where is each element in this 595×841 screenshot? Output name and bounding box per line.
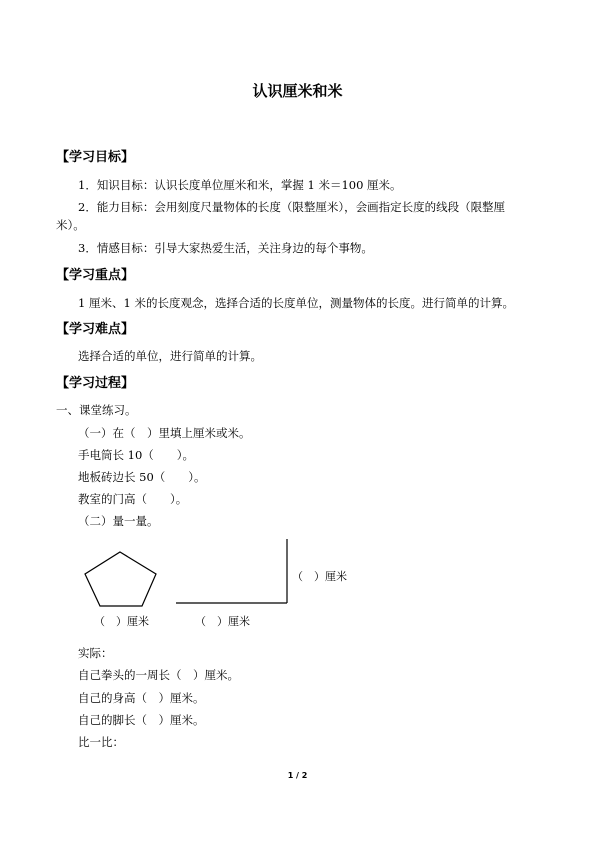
- process-part-1: 一、课堂练习。: [56, 403, 137, 417]
- page-title: 认识厘米和米: [252, 82, 343, 100]
- actual-heading: 实际：: [78, 646, 113, 660]
- goal-item-1: 1．知识目标：认识长度单位厘米和米，掌握 1 米＝100 厘米。: [78, 178, 402, 192]
- goal-item-2-line2: 米）。: [56, 218, 85, 232]
- process-sub-1: （一）在（ ）里填上厘米或米。: [78, 426, 251, 440]
- difficulties-text: 选择合适的单位，进行简单的计算。: [78, 349, 262, 363]
- goal-item-3: 3．情感目标：引导大家热爱生活，关注身边的每个事物。: [78, 241, 373, 255]
- fill-item-1: 手电筒长 10（ ）。: [78, 448, 195, 462]
- fill-item-3: 教室的门高（ ）。: [78, 492, 188, 506]
- actual-item-2: 自己的身高（ ）厘米。: [78, 691, 205, 705]
- section-heading-process: 【学习过程】: [56, 376, 135, 391]
- process-sub-2: （二）量一量。: [78, 514, 159, 528]
- goal-item-2-line1: 2．能力目标：会用刻度尺量物体的长度（限整厘米），会画指定长度的线段（限整厘: [78, 200, 506, 214]
- section-heading-difficulties: 【学习难点】: [56, 322, 135, 337]
- horizontal-segment-label: （ ）厘米: [195, 615, 250, 628]
- key-points-text: 1 厘米、1 米的长度观念，选择合适的长度单位，测量物体的长度。进行简单的计算。: [78, 296, 514, 310]
- pentagon-label: （ ）厘米: [94, 615, 149, 628]
- fill-item-2: 地板砖边长 50（ ）。: [78, 470, 206, 484]
- section-heading-goals: 【学习目标】: [56, 150, 135, 165]
- actual-item-3: 自己的脚长（ ）厘米。: [78, 713, 205, 727]
- section-heading-key-points: 【学习重点】: [56, 268, 135, 283]
- page-number: 1 / 2: [287, 771, 308, 780]
- compare-heading: 比一比：: [78, 735, 124, 749]
- actual-item-1: 自己拳头的一周长（ ）厘米。: [78, 668, 239, 682]
- pentagon-shape: [85, 552, 156, 606]
- vertical-segment-label: （ ）厘米: [292, 570, 347, 583]
